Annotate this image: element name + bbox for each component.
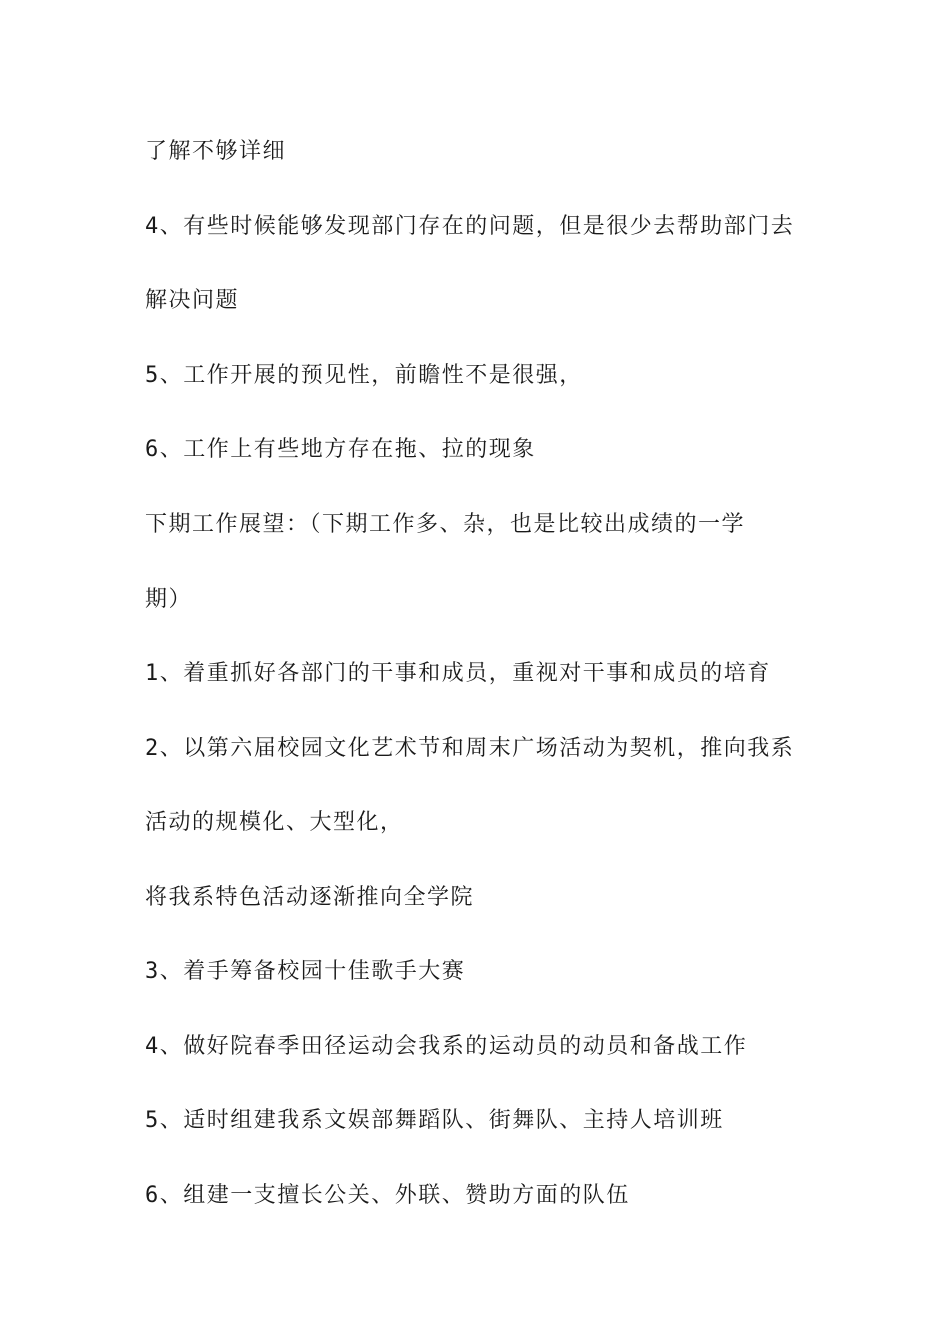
text-line: 6、组建一支擅长公关、外联、赞助方面的队伍: [145, 1183, 630, 1208]
text-line: 5、适时组建我系文娱部舞蹈队、街舞队、主持人培训班: [145, 1108, 724, 1133]
text-line: 期）: [145, 587, 193, 612]
section-heading: 下期工作展望：（下期工作多、杂，也是比较出成绩的一学: [145, 512, 746, 537]
text-line: 活动的规模化、大型化，: [145, 810, 404, 835]
text-line: 4、有些时候能够发现部门存在的问题，但是很少去帮助部门去: [145, 214, 795, 239]
text-line: 解决问题: [145, 288, 240, 313]
text-line: 5、工作开展的预见性，前瞻性不是很强，: [145, 363, 583, 388]
text-line: 6、工作上有些地方存在拖、拉的现象: [145, 437, 536, 462]
text-line: 4、做好院春季田径运动会我系的运动员的动员和备战工作: [145, 1034, 748, 1059]
text-line: 1、着重抓好各部门的干事和成员，重视对干事和成员的培育: [145, 661, 771, 686]
text-line: 2、以第六届校园文化艺术节和周末广场活动为契机，推向我系: [145, 736, 795, 761]
text-line: 了解不够详细: [145, 139, 287, 164]
text-line: 将我系特色活动逐渐推向全学院: [145, 885, 475, 910]
text-line: 3、着手筹备校园十佳歌手大赛: [145, 959, 466, 984]
